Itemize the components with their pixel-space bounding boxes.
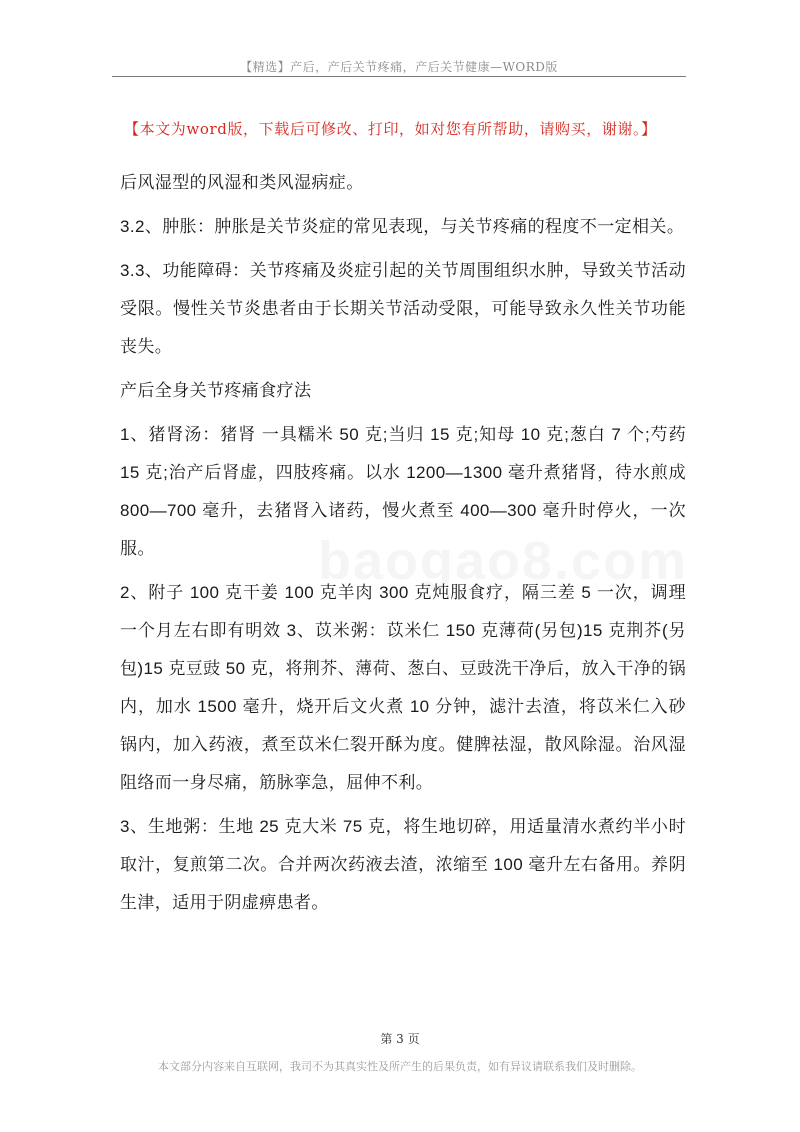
paragraph: 3.3、功能障碍：关节疼痛及炎症引起的关节周围组织水肿，导致关节活动受限。慢性关节炎患者由于长期关节活动受限，可能导致永久性关节功能丧失。: [120, 261, 686, 356]
purchase-notice: 【本文为word版，下载后可修改、打印，如对您有所帮助，请购买，谢谢。】: [124, 120, 657, 138]
page-header-title: 【精选】产后，产后关节疼痛，产后关节健康—WORD版: [240, 60, 558, 74]
document-body: [120, 164, 689, 928]
footer-disclaimer: 本文部分内容来自互联网，我司不为其真实性及所产生的后果负责，如有异议请联系我们及时删除。: [158, 1060, 642, 1073]
paragraph: 2、附子 100 克干姜 100 克羊肉 300 克炖服食疗，隔三差 5 一次，调理一个月左右即有明效 3、苡米粥：苡米仁 150 克薄荷(另包)15 克荆芥(另包)15 克豆豉 50 克，将荆芥、薄荷、葱白、豆豉洗干净后，放入干净的锅内，加水 1500 毫升，烧开后文火煮 10 分钟，滤汁去渣，将苡米仁入砂锅内，加入药液，煮至苡米仁裂开酥为度。健脾祛湿，散风除湿。治风湿阻络而一身尽痛，筋脉挛急，屈伸不利。: [120, 583, 686, 792]
section-heading: 产后全身关节疼痛食疗法: [120, 381, 312, 400]
paragraph: 3.2、肿胀：肿胀是关节炎症的常见表现，与关节疼痛的程度不一定相关。: [120, 217, 685, 236]
watermark: baogao8.com: [318, 531, 689, 591]
paragraph: 1、猪肾汤：猪肾 一具糯米 50 克;当归 15 克;知母 10 克;葱白 7 个;芍药 15 克;治产后肾虚，四肢疼痛。以水 1200—1300 毫升煮猪肾，待水煎成 800—700 毫升，去猪肾入诸药，慢火煮至 400—300 毫升时停火，一次服。: [120, 425, 686, 558]
paragraph: 后风湿型的风湿和类风湿病症。: [120, 173, 364, 192]
header-divider: [112, 76, 686, 77]
paragraph: 3、生地粥：生地 25 克大米 75 克，将生地切碎，用适量清水煮约半小时取汁，复煎第二次。合并两次药液去渣，浓缩至 100 毫升左右备用。养阴生津，适用于阴虚痹患者。: [120, 817, 686, 912]
page-number: 第 3 页: [380, 1032, 420, 1046]
